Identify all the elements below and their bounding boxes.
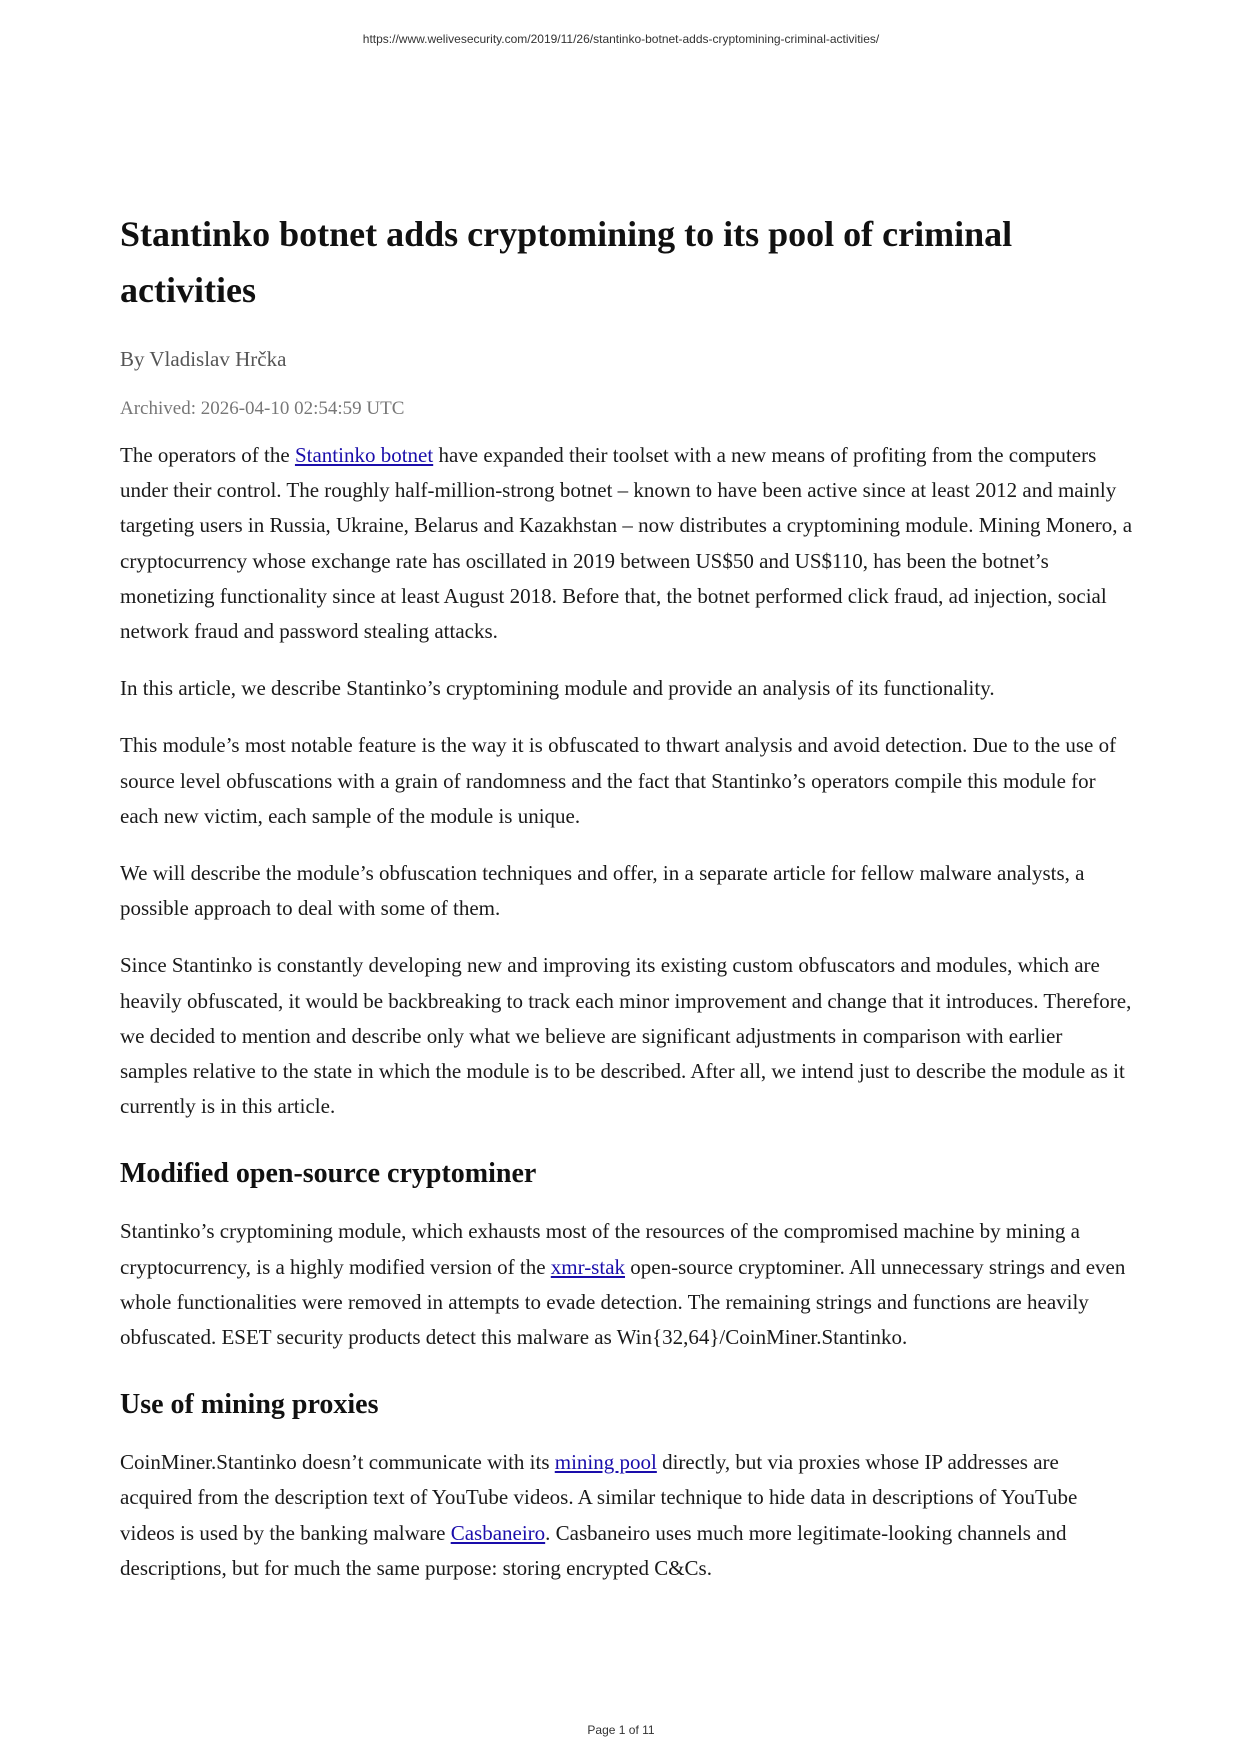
paragraph-intro [120, 438, 1135, 649]
section-heading-mining-proxies: Use of mining proxies [120, 1389, 379, 1421]
byline: By Vladislav Hrčka [120, 347, 287, 371]
page-url: https://www.welivesecurity.com/2019/11/26/stantinko-botnet-adds-cryptomining-criminal-activities/ [362, 32, 880, 46]
paragraph: We will describe the module’s obfuscation techniques and offer, in a separate article for fellow malware analysts, a possible approach to deal with some of them. [120, 861, 1085, 921]
page-number: Page 1 of 11 [587, 1723, 655, 1737]
mining-pool-link[interactable]: mining pool [554, 1450, 657, 1475]
section-heading-cryptominer: Modified open-source cryptominer [120, 1158, 537, 1190]
paragraph [120, 1445, 1135, 1586]
casbaneiro-link[interactable]: Casbaneiro [450, 1520, 546, 1545]
text-span: have expanded their toolset with a new means of profiting from the computers under their control. The roughly half-million-strong botnet – known to have been active since at least 2012 and mainly targeting users in Russia, Ukraine, Belarus and Kazakhstan – now distributes a cryptomining module. Mining Monero, a cryptocurrency whose exchange rate has oscillated in 2019 between US$50 and US$110, has been the botnet’s monetizing functionality since at least August 2018. Before that, the botnet performed click fraud, ad injection, social network fraud and password stealing attacks. [120, 443, 1133, 644]
text-span: directly, but via proxies whose IP addresses are acquired from the description text of YouTube videos. A similar technique to hide data in descriptions of YouTube videos is used by the banking malware [120, 1450, 1078, 1545]
archived-date: Archived: 2026-04-10 02:54:59 UTC [120, 398, 405, 419]
article-title: Stantinko botnet adds cryptomining to its pool of criminal activities [120, 214, 1013, 310]
text-span: Stantinko’s cryptomining module, which exhausts most of the resources of the compromised machine by mining a cryptocurrency, is a highly modified version of the [120, 1219, 1080, 1279]
stantinko-botnet-link[interactable]: Stantinko botnet [294, 443, 434, 467]
paragraph: In this article, we describe Stantinko’s cryptomining module and provide an analysis of its functionality. [120, 676, 995, 701]
paragraph: This module’s most notable feature is the way it is obfuscated to thwart analysis and avoid detection. Due to the use of source level obfuscations with a grain of randomness and the fact that Stantinko’s operators compile this module for each new victim, each sample of the module is unique. [120, 733, 1117, 828]
xmr-stak-link[interactable]: xmr-stak [550, 1254, 626, 1279]
text-span: CoinMiner.Stantinko doesn’t communicate with its [120, 1450, 555, 1475]
paragraph: Since Stantinko is constantly developing new and improving its existing custom obfuscators and modules, which are heavily obfuscated, it would be backbreaking to track each minor improvement and change that it introduces. Therefore, we decided to mention and describe only what we believe are significant adjustments in comparison with earlier samples relative to the state in which the module is to be described. After all, we intend just to describe the module as it currently is in this article. [120, 953, 1132, 1119]
text-span: . Casbaneiro uses much more legitimate-looking channels and descriptions, but for much the same purpose: storing encrypted C&Cs. [120, 1520, 1067, 1580]
text-span: open-source cryptominer. All unnecessary strings and even whole functionalities were removed in attempts to evade detection. The remaining strings and functions are heavily obfuscated. ESET security products detect this malware as Win{32,64}/CoinMiner.Stantinko. [120, 1254, 1126, 1350]
paragraph [120, 1214, 1135, 1355]
text-span: The operators of the [120, 443, 295, 467]
article [120, 206, 1135, 1608]
